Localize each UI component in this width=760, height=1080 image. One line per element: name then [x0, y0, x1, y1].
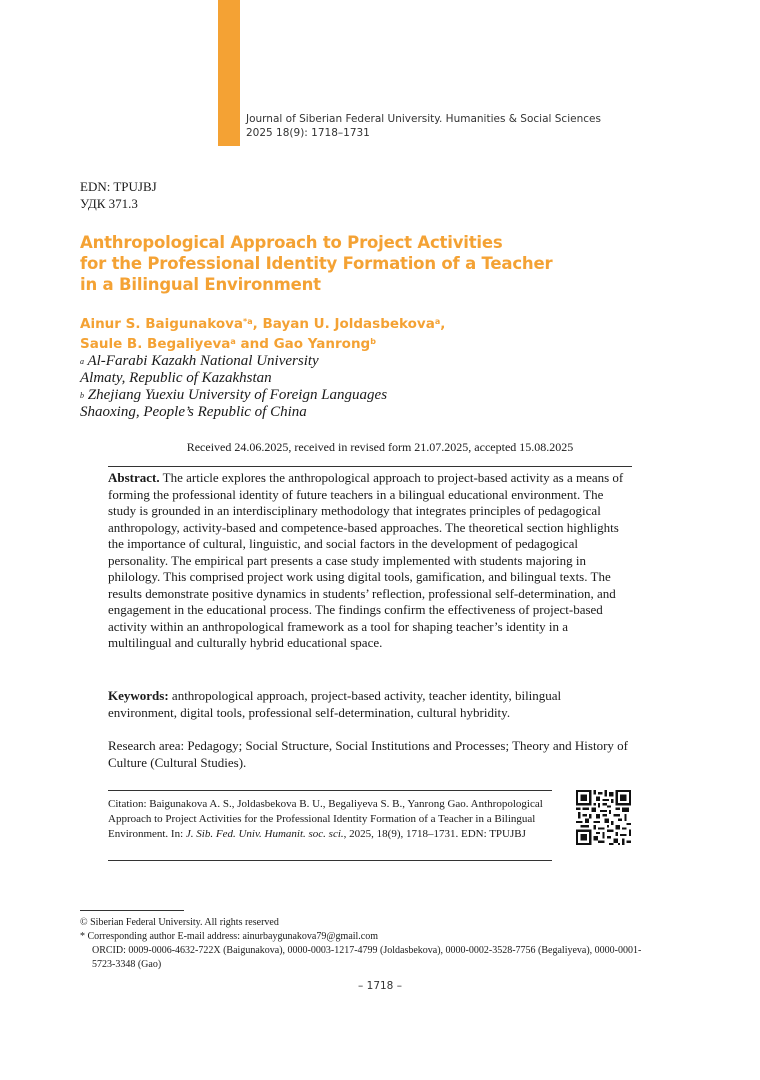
- affiliation-name: Zhejiang Yuexiu University of Foreign Languages: [84, 387, 388, 403]
- author-affil-mark: a: [434, 317, 441, 326]
- title-line-3: in a Bilingual Environment: [80, 275, 321, 294]
- author-name: Saule B. Begaliyeva: [80, 336, 231, 352]
- author-separator: ,: [440, 316, 446, 332]
- footnote-rule: [80, 910, 184, 911]
- edn-code: EDN: TPUJBJ: [80, 179, 157, 194]
- affiliation-name: Al-Farabi Kazakh National University: [84, 353, 319, 369]
- keywords-text: anthropological approach, project-based activity, teacher identity, bilingual environment, digital tools, professional self-determination, cultural hybridity.: [108, 688, 562, 720]
- citation-bottom-rule: [108, 860, 552, 861]
- author-separator: ,: [252, 316, 263, 332]
- received-dates: Received 24.06.2025, received in revised form 21.07.2025, accepted 15.08.2025: [186, 440, 574, 454]
- identifiers: [80, 178, 157, 212]
- udk-code: УДК 371.3: [80, 196, 138, 211]
- citation-top-rule: [108, 790, 552, 791]
- title-line-1: Anthropological Approach to Project Activities: [80, 233, 503, 252]
- citation-text: Citation: Baigunakova A. S., Joldasbekova B. U., Begaliyeva S. B., Yanrong Gao. Anthropological Approach to Project Activities for the Professional Identity Formation of a Teacher in a Bilingual Environment. In:: [108, 798, 543, 840]
- qr-code-icon[interactable]: [576, 790, 631, 845]
- citation-tail: , 2025, 18(9), 1718–1731. EDN: TPUJBJ: [343, 828, 526, 840]
- citation: [108, 797, 554, 842]
- affiliation-b-city: Shaoxing, People’s Republic of China: [80, 404, 307, 420]
- corresponding-author-note: * Corresponding author E-mail address: ainurbaygunakova79@gmail.com: [80, 931, 379, 942]
- citation-journal: J. Sib. Fed. Univ. Humanit. soc. sci.: [185, 828, 344, 840]
- keywords: [108, 688, 632, 721]
- article-title: [80, 232, 640, 295]
- affiliation-mark: b: [80, 391, 84, 400]
- title-line-2: for the Professional Identity Formation of a Teacher: [80, 254, 553, 273]
- journal-name: Journal of Siberian Federal University. Humanities & Social Sciences: [246, 113, 601, 125]
- authors-line-2: [80, 334, 640, 354]
- affiliation-a-city: Almaty, Republic of Kazakhstan: [80, 370, 272, 386]
- author-name: Ainur S. Baigunakova: [80, 316, 244, 332]
- author-name: Gao Yanrong: [273, 336, 371, 352]
- author-affil-mark: b: [370, 337, 376, 346]
- journal-issue: 2025 18(9): 1718–1731: [246, 127, 370, 139]
- keywords-label: Keywords:: [108, 688, 169, 703]
- author-affil-mark: *a: [243, 317, 253, 326]
- research-area: Research area: Pedagogy; Social Structure, Social Institutions and Processes; Theory and History of Culture (Cultural Studies).: [108, 738, 628, 770]
- orcid-note: ORCID: 0009-0006-4632-722X (Baigunakova), 0000-0003-1217-4799 (Joldasbekova), 0000-0002-3528-7756 (Begaliyeva), 0000-0001-5723-3348 (Gao): [92, 945, 642, 970]
- author-conjunction: and: [235, 336, 274, 352]
- affiliation-a: [80, 353, 387, 370]
- affiliations: [80, 353, 387, 421]
- author-name: Bayan U. Joldasbekova: [262, 316, 435, 332]
- author-affil-mark: a: [230, 337, 236, 346]
- abstract-text: The article explores the anthropological approach to project-based activity as a means of forming the professional identity of future teachers in a bilingual educational environment. The study is grounded in an interdisciplinary methodology that integrates principles of pedagogical anthropology, activity-based and competence-based approaches. The theoretical section highlights the importance of cultural, linguistic, and social factors in the development of pedagogical personality. The empirical part presents a case study implemented with students majoring in philology. This comprised project work using digital tools, gamification, and bilingual texts. The results demonstrate positive dynamics in students’ reflection, professional self-determination, and engagement in the educational process. The findings confirm the effectiveness of project-based activity within an anthropological framework as a tool for shaping teacher’s identity in a multilingual and culturally hybrid educational space.: [108, 470, 624, 650]
- abstract: [108, 470, 632, 652]
- affiliation-b: [80, 387, 387, 404]
- affiliation-mark: a: [80, 357, 84, 366]
- authors-line-1: [80, 314, 640, 334]
- journal-accent-bar: [218, 0, 240, 146]
- journal-header: [246, 112, 601, 140]
- author-list: [80, 314, 640, 354]
- copyright-note: © Siberian Federal University. All rights reserved: [80, 917, 279, 928]
- footnotes: [80, 916, 660, 972]
- page-number: – 1718 –: [358, 980, 402, 992]
- abstract-label: Abstract.: [108, 470, 160, 485]
- abstract-top-rule: [108, 466, 632, 467]
